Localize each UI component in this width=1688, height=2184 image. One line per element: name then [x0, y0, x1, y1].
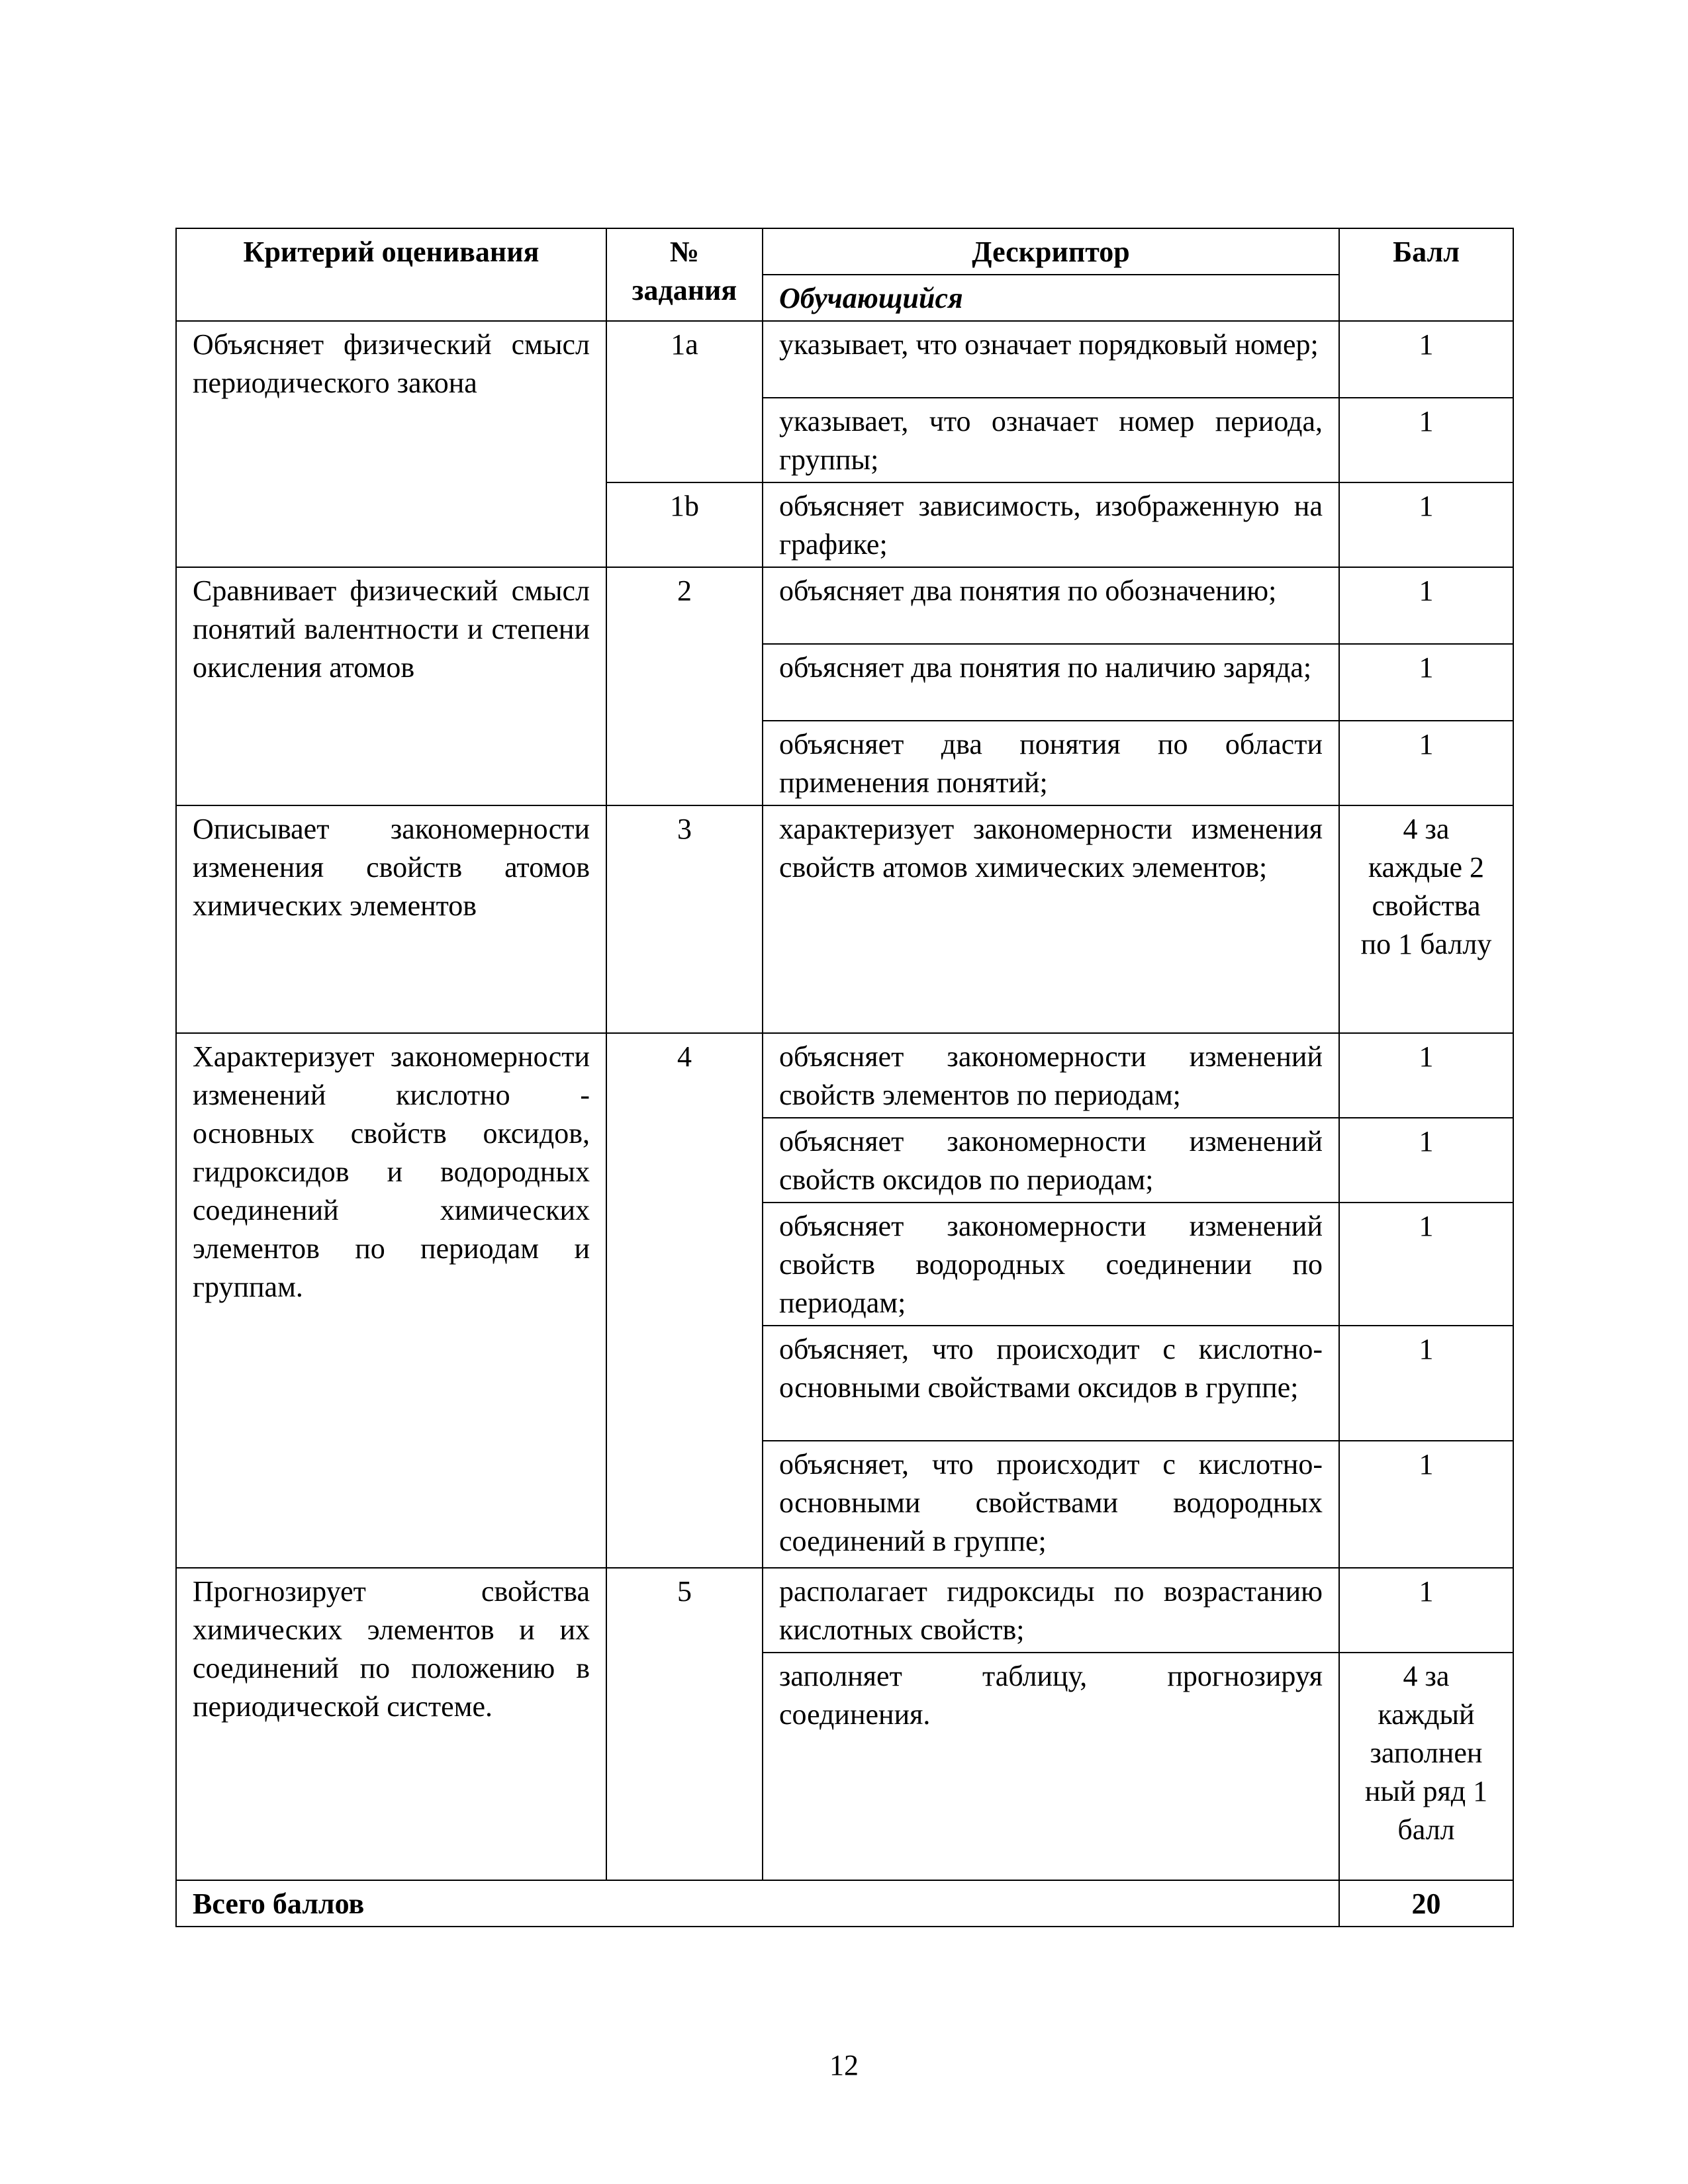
descriptor-cell: объясняет два понятия по области применения понятий;	[763, 721, 1339, 805]
descriptor-cell: объясняет, что происходит с кислотно-основными свойствами оксидов в группе;	[763, 1326, 1339, 1441]
score-cell: 1	[1339, 482, 1513, 567]
table-row	[176, 321, 1513, 398]
score-cell: 4 за каждые 2 свойства по 1 баллу	[1339, 805, 1513, 1033]
header-task-number-line1: №	[669, 236, 700, 268]
rubric-body	[176, 228, 1513, 1880]
header-learner: Обучающийся	[763, 275, 1339, 321]
header-task-number	[606, 228, 763, 321]
score-cell: 1	[1339, 721, 1513, 805]
criterion-cell: Объясняет физический смысл периодического закона	[176, 321, 606, 567]
task-number-cell: 5	[606, 1568, 763, 1880]
score-cell: 1	[1339, 321, 1513, 398]
task-number-cell: 1b	[606, 482, 763, 567]
score-cell: 1	[1339, 1441, 1513, 1568]
criterion-cell: Описывает закономерности изменения свойств атомов химических элементов	[176, 805, 606, 1033]
page-number: 12	[829, 2049, 859, 2081]
task-number-cell: 3	[606, 805, 763, 1033]
table-row	[176, 805, 1513, 1033]
descriptor-cell: объясняет закономерности изменений свойств элементов по периодам;	[763, 1033, 1339, 1118]
score-cell: 1	[1339, 567, 1513, 644]
descriptor-cell: объясняет два понятия по обозначению;	[763, 567, 1339, 644]
descriptor-cell: указывает, что означает порядковый номер;	[763, 321, 1339, 398]
descriptor-cell: располагает гидроксиды по возрастанию кислотных свойств;	[763, 1568, 1339, 1653]
score-cell: 1	[1339, 1118, 1513, 1203]
criterion-cell: Характеризует закономерности изменений кислотно - основных свойств оксидов, гидроксидов и водородных соединений химических элементов по периодам и группам.	[176, 1033, 606, 1568]
descriptor-cell: объясняет зависимость, изображенную на графике;	[763, 482, 1339, 567]
assessment-rubric-table	[175, 228, 1514, 1927]
header-descriptor: Дескриптор	[763, 228, 1339, 275]
descriptor-cell: объясняет, что происходит с кислотно-основными свойствами водородных соединений в группе;	[763, 1441, 1339, 1568]
descriptor-cell: объясняет закономерности изменений свойств оксидов по периодам;	[763, 1118, 1339, 1203]
header-score: Балл	[1339, 228, 1513, 321]
total-row	[176, 1880, 1513, 1927]
score-cell: 1	[1339, 1033, 1513, 1118]
score-cell: 1	[1339, 1203, 1513, 1326]
score-cell: 4 за каждый заполнен ный ряд 1 балл	[1339, 1653, 1513, 1880]
header-task-number-line2: задания	[632, 274, 737, 306]
total-value: 20	[1339, 1880, 1513, 1927]
task-number-cell: 2	[606, 567, 763, 805]
task-number-cell: 1a	[606, 321, 763, 482]
score-cell: 1	[1339, 1568, 1513, 1653]
header-row	[176, 228, 1513, 275]
header-criterion: Критерий оценивания	[176, 228, 606, 321]
criterion-cell: Сравнивает физический смысл понятий валентности и степени окисления атомов	[176, 567, 606, 805]
descriptor-cell: объясняет закономерности изменений свойств водородных соединении по периодам;	[763, 1203, 1339, 1326]
total-label: Всего баллов	[176, 1880, 1339, 1927]
descriptor-cell: указывает, что означает номер периода, группы;	[763, 398, 1339, 482]
descriptor-cell: заполняет таблицу, прогнозируя соединения.	[763, 1653, 1339, 1880]
descriptor-cell: объясняет два понятия по наличию заряда;	[763, 644, 1339, 721]
score-cell: 1	[1339, 644, 1513, 721]
task-number-cell: 4	[606, 1033, 763, 1568]
table-row	[176, 567, 1513, 644]
criterion-cell: Прогнозирует свойства химических элементов и их соединений по положению в периодической системе.	[176, 1568, 606, 1880]
table-row	[176, 1568, 1513, 1653]
table-row	[176, 1033, 1513, 1118]
descriptor-cell: характеризует закономерности изменения свойств атомов химических элементов;	[763, 805, 1339, 1033]
score-cell: 1	[1339, 1326, 1513, 1441]
score-cell: 1	[1339, 398, 1513, 482]
